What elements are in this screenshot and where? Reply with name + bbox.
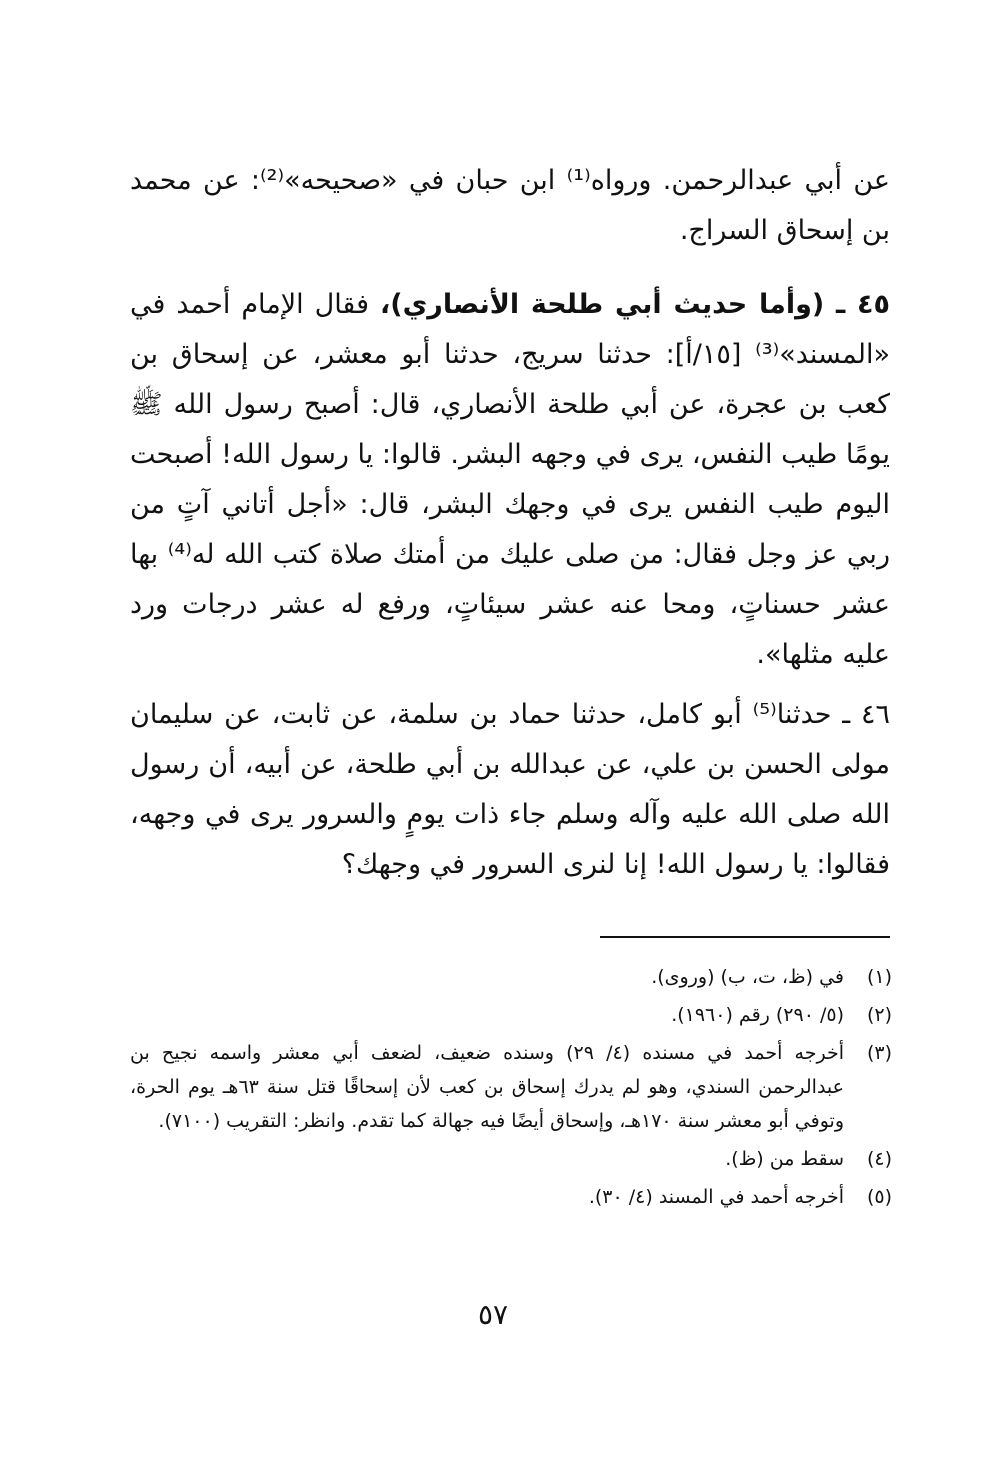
footnote-text: أخرجه أحمد في المسند (٤/ ٣٠).	[588, 1186, 844, 1208]
paragraph-body: فقال الإمام أحمد في «المسند»⁽³⁾ [١٥/أ]: حدثنا سريج، حدثنا أبو معشر، عن إسحاق بن كعب بن عجرة، عن أبي طلحة الأنصاري، قال: أصبح رسول الله ﷺ يومًا طيب النفس، يرى في وجهه البشر. قالوا: يا رسول الله! أصبحت اليوم طيب النفس يرى في وجهك البشر، قال: «أجل أتاني آتٍ من ربي عز وجل فقال: من صلى عليك من أمتك صلاة كتب الله له⁽⁴⁾ بها عشر حسناتٍ، ومحا عنه عشر سيئاتٍ، ورفع له عشر درجات ورد عليه مثلها».	[130, 289, 890, 670]
footnote-2	[130, 998, 892, 1032]
page-number: ٥٧	[477, 1298, 509, 1331]
footnote-5	[130, 1180, 892, 1214]
footnote-text: (٥/ ٢٩٠) رقم (١٩٦٠).	[671, 1004, 844, 1026]
footnote-4	[130, 1142, 892, 1176]
footnote-number: (١)	[866, 966, 892, 988]
paragraph-text: عن أبي عبدالرحمن. ورواه⁽¹⁾ ابن حبان في «صحيحه»⁽²⁾: عن محمد بن إسحاق السراج.	[130, 165, 890, 246]
footnote-3	[130, 1036, 892, 1138]
main-paragraph-2	[130, 280, 890, 680]
paragraph-text	[130, 280, 890, 680]
main-paragraph-1	[130, 156, 890, 256]
footnote-separator	[600, 936, 890, 938]
footnote-text: سقط من (ظ).	[725, 1148, 844, 1170]
footnote-number: (٤)	[866, 1148, 892, 1170]
footnote-1	[130, 960, 892, 994]
paragraph-text: ٤٦ ـ حدثنا⁽⁵⁾ أبو كامل، حدثنا حماد بن سلمة، عن ثابت، عن سليمان مولى الحسن بن علي، عن عبدالله بن أبي طلحة، عن أبيه، أن رسول الله صلى الله عليه وآله وسلم جاء ذات يومٍ والسرور يرى في وجهه، فقالوا: يا رسول الله! إنا لنرى السرور في وجهك؟	[130, 699, 890, 880]
footnote-text: في (ظ، ت، ب) (وروى).	[651, 966, 844, 988]
footnote-number: (٣)	[866, 1042, 892, 1064]
main-paragraph-3	[130, 690, 890, 890]
footnote-number: (٢)	[866, 1004, 892, 1026]
footnote-number: (٥)	[866, 1186, 892, 1208]
hadith-heading: ٤٥ ـ (وأما حديث أبي طلحة الأنصاري)،	[379, 289, 890, 320]
footnotes	[130, 960, 892, 1218]
footnote-text: أخرجه أحمد في مسنده (٤/ ٢٩) وسنده ضعيف، لضعف أبي معشر واسمه نجيح بن عبدالرحمن السندي، وهو لم يدرك إسحاق بن كعب لأن إسحاقًا قتل سنة ٦٣هـ يوم الحرة، وتوفي أبو معشر سنة ١٧٠هـ، وإسحاق أيضًا فيه جهالة كما تقدم. وانظر: التقريب (٧١٠٠).	[130, 1042, 845, 1132]
